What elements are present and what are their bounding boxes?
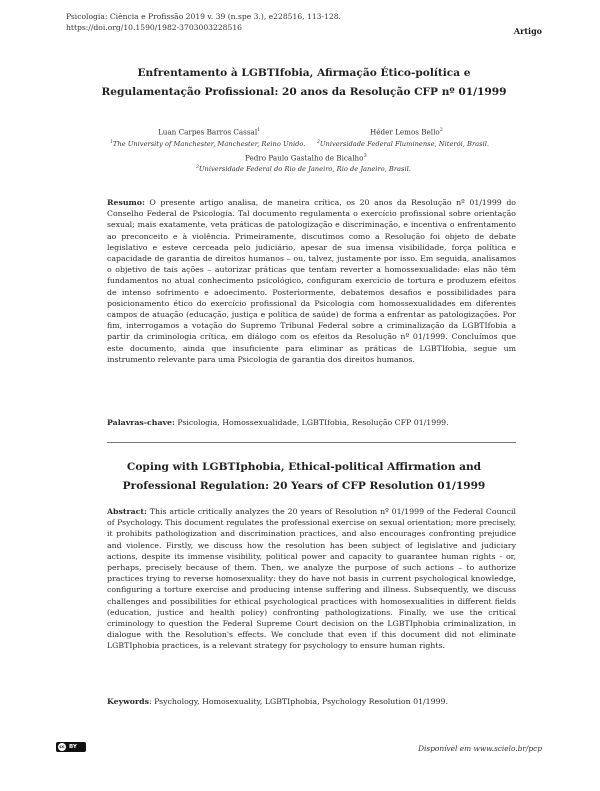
author-1: Luan Carpes Barros Cassal$^1$ [158, 127, 261, 137]
keywords-pt-text: Psicologia, Homossexualidade, LGBTIfobia, Resolução CFP 01/1999. [177, 418, 449, 427]
article-type: Artigo [513, 26, 542, 36]
author-3: Pedro Paulo Gastalho de Bicalho$^3$ [245, 153, 367, 163]
abstract-en-label: Abstract: [107, 507, 147, 516]
title-portuguese [66, 64, 542, 102]
title-en-line-2: Professional Regulation: 20 Years of CFP Resolution 01/1999 [122, 480, 486, 492]
keywords-portuguese [107, 417, 516, 428]
abstract-english [107, 506, 516, 652]
title-pt-line-2: Regulamentação Profissional: 20 anos da Resolução CFP nº 01/1999 [101, 86, 507, 98]
abstract-pt-text: O presente artigo analisa, de maneira crítica, os 20 anos da Resolução nº 01/1999 do Conselho Federal de Psicologia. Tal documento regulamenta o exercício profissional sobre orientação sexual; mais exatamente, veta práticas de patologização e discriminação, e incentiva o enfrentamento ao preconceito e à violência. Primeiramente, discutimos como a Resolução foi objeto de debate legislativo e esteve cerceada pelo judiciário, apesar de sua imensa visibilidade, força política e capacidade de garantia de direitos humanos – ou, talvez, justamente por isso. Em seguida, analisamos o objetivo de tais ações – autorizar práticas que tentam reverter a homossexualidade: elas não têm fundamentos no atual conhecimento psicológico, configuram exercício de tortura e produzem efeitos de intenso sofrimento e adoecimento. Posteriormente, debatemos desafios e possibilidades para posicionamento ético do exercício profissional da Psicologia com homossexualidades em diferentes campos de atuação (educação, justiça e política de saúde) de forma a enfrentar as patologizações. Por fim, interrogamos a votação do Supremo Tribunal Federal sobre a criminalização da LGBTIfobia a partir da criminologia crítica, em diálogo com os efeitos da Resolução nº 01/1999. Concluímos que este documento, ainda que insuficiente para eliminar as práticas de LGBTIfobia, segue um instrumento relevante para uma Psicologia de garantia dos direitos humanos. [107, 198, 517, 364]
creative-commons-icon: cc [59, 744, 65, 750]
keywords-english [107, 696, 516, 707]
affiliation-1: $^1$The University of Manchester, Manchester, Reino Unido. [110, 140, 306, 149]
doi-link[interactable]: https://doi.org/10.1590/1982-3703003228516 [66, 22, 242, 32]
author-2: Héder Lemos Bello$^2$ [370, 127, 443, 137]
license-label: BY [69, 744, 77, 750]
title-english [66, 458, 542, 496]
section-divider [107, 442, 516, 443]
title-pt-line-1: Enfrentamento à LGBTIfobia, Afirmação Ético-política e [137, 67, 471, 79]
abstract-en-text: This article critically analyzes the 20 years of Resolution nº 01/1999 of the Federal Council of Psychology. This document regulates the professional exercise on sexual orientation; more precisely, it prohibits pathologization and discrimination practices, and also encourages confronting prejudice and violence. Firstly, we discuss how the resolution has been subject of legislative and judiciary actions, despite its immense visibility, political power and capacity to guarantee human rights - or, perhaps, precisely because of them. Then, we analyze the purpose of such actions – to authorize practices trying to reverse homosexuality: they do have not basis in current psychological knowledge, configuring a torture exercise and producing intense suffering and illness. Subsequently, we discuss challenges and possibilities for ethical psychological practices with homosexualities in different fields (education, justice and health policy) confronting pathologizations. Finally, we use the critical criminology to question the Federal Supreme Court decision on the LGBTIphobia criminalization, in dialogue with the Resolution's effects. We conclude that even if this document did not eliminate LGBTIphobia practices, is a relevant strategy for psychology to ensure human rights. [107, 507, 516, 651]
journal-citation: Psicologia: Ciência e Profissão 2019 v. 39 (n.spe 3.), e228516, 113-128. [66, 12, 341, 21]
keywords-en-label: Keywords [107, 697, 149, 706]
keywords-en-text: : Psychology, Homosexuality, LGBTIphobia, Psychology Resolution 01/1999. [148, 697, 448, 706]
keywords-pt-label: Palavras-chave: [107, 418, 175, 427]
title-en-line-1: Coping with LGBTIphobia, Ethical-political Affirmation and [126, 461, 482, 473]
abstract-portuguese [107, 197, 516, 365]
cc-by-license-badge[interactable] [56, 742, 86, 752]
abstract-pt-label: Resumo: [107, 198, 145, 207]
availability-link[interactable]: Disponível em www.scielo.br/pcp [418, 744, 542, 753]
affiliation-2: $^2$Universidade Federal Fluminense, Niterói, Brasil. [317, 140, 489, 149]
affiliation-3: $^3$Universidade Federal do Rio de Janeiro, Rio de Janeiro, Brasil. [196, 165, 411, 174]
journal-header [66, 12, 341, 33]
